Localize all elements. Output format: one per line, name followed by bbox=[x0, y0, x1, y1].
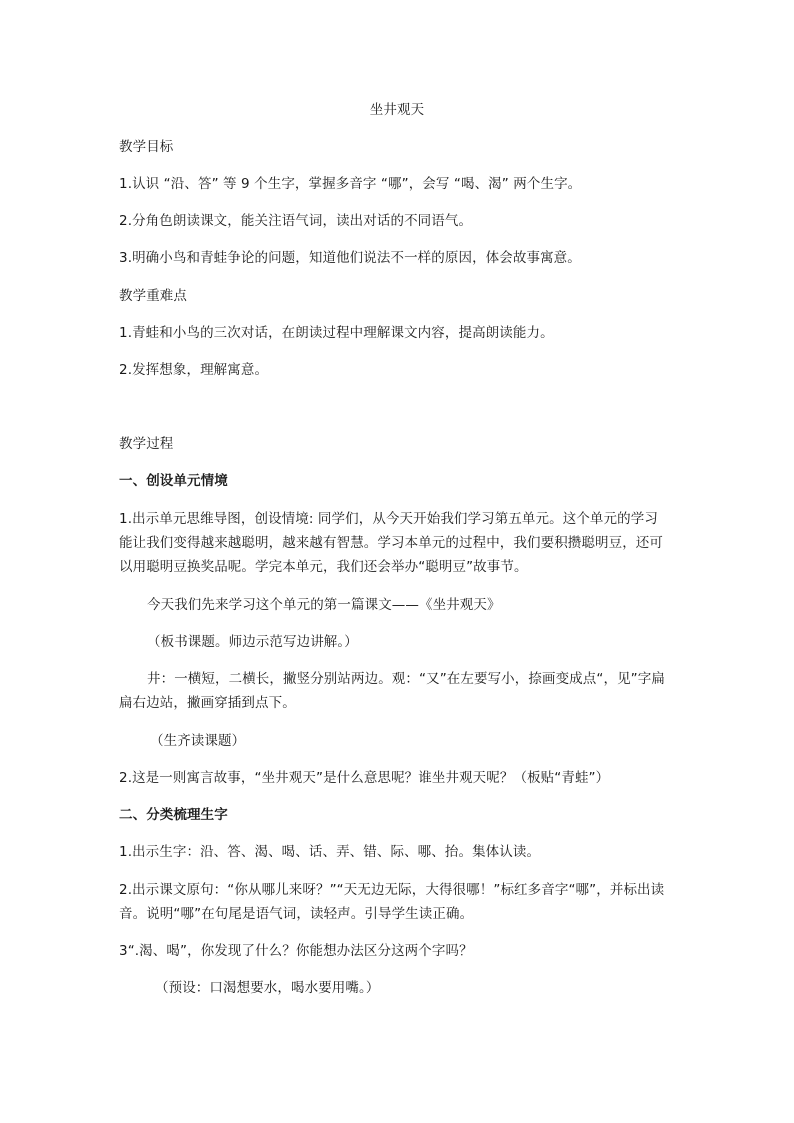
section-1-paragraph-4-line-1: 井：一横短，二横长，撇竖分别站两边。观：“又”在左要写小，捺画变成点“，见”字扁 bbox=[147, 671, 665, 687]
goal-item-2: 2.分角色朗读课文，能关注语气词，读出对话的不同语气。 bbox=[119, 213, 473, 229]
goal-item-3: 3.明确小鸟和青蛙争论的问题，知道他们说法不一样的原因，体会故事寓意。 bbox=[119, 250, 581, 266]
goal-item-1: 1.认识 “沿、答” 等 9 个生字，掌握多音字 “哪”，会写 “喝、渴” 两个生字。 bbox=[119, 176, 582, 192]
section-2-paragraph-4: （预设：口渴想要水，喝水要用嘴。） bbox=[155, 980, 380, 996]
section-1-paragraph-3: （板书课题。师边示范写边讲解。） bbox=[147, 634, 358, 650]
section-1-paragraph-2: 今天我们先来学习这个单元的第一篇课文——《坐井观天》 bbox=[147, 597, 501, 613]
section-1-heading: 一、创设单元情境 bbox=[119, 473, 228, 489]
key-points-heading: 教学重难点 bbox=[119, 288, 187, 304]
goals-heading: 教学目标 bbox=[119, 139, 174, 155]
section-1-paragraph-6: 2.这是一则寓言故事，“坐井观天”是什么意思呢？谁坐井观天呢？（板贴“青蛙”） bbox=[119, 770, 610, 786]
section-2-paragraph-1: 1.出示生字：沿、答、渴、喝、话、弄、错、际、哪、抬。集体认读。 bbox=[119, 844, 541, 860]
section-2-paragraph-2-line-1: 2.出示课文原句：“你从哪儿来呀？”“天无边无际，大得很哪！”标红多音字“哪”，并标出读 bbox=[119, 882, 665, 898]
section-2-paragraph-2-line-2: 音。说明“哪”在句尾是语气词，读轻声。引导学生读正确。 bbox=[119, 906, 474, 922]
section-1-paragraph-1-line-2: 能让我们变得越来越聪明，越来越有智慧。学习本单元的过程中，我们要积攒聪明豆，还可 bbox=[119, 535, 663, 551]
section-2-paragraph-3: 3“.渴、喝”，你发现了什么？你能想办法区分这两个字吗？ bbox=[119, 943, 473, 959]
page-title: 坐井观天 bbox=[369, 102, 425, 118]
key-point-1: 1.青蛙和小鸟的三次对话，在朗读过程中理解课文内容，提高朗读能力。 bbox=[119, 325, 554, 341]
section-1-paragraph-4-line-2: 扁右边站，撇画穿插到点下。 bbox=[119, 695, 296, 711]
section-1-paragraph-1-line-1: 1.出示单元思维导图，创设情境: 同学们，从今天开始我们学习第五单元。这个单元的学习 bbox=[119, 511, 658, 527]
section-1-paragraph-5: （生齐读课题） bbox=[150, 733, 246, 749]
process-heading: 教学过程 bbox=[119, 436, 174, 452]
key-point-2: 2.发挥想象，理解寓意。 bbox=[119, 362, 269, 378]
section-1-paragraph-1-line-3: 以用聪明豆换奖品呢。学完本单元，我们还会举办“聪明豆”故事节。 bbox=[119, 559, 528, 575]
section-2-heading: 二、分类梳理生字 bbox=[119, 807, 228, 823]
